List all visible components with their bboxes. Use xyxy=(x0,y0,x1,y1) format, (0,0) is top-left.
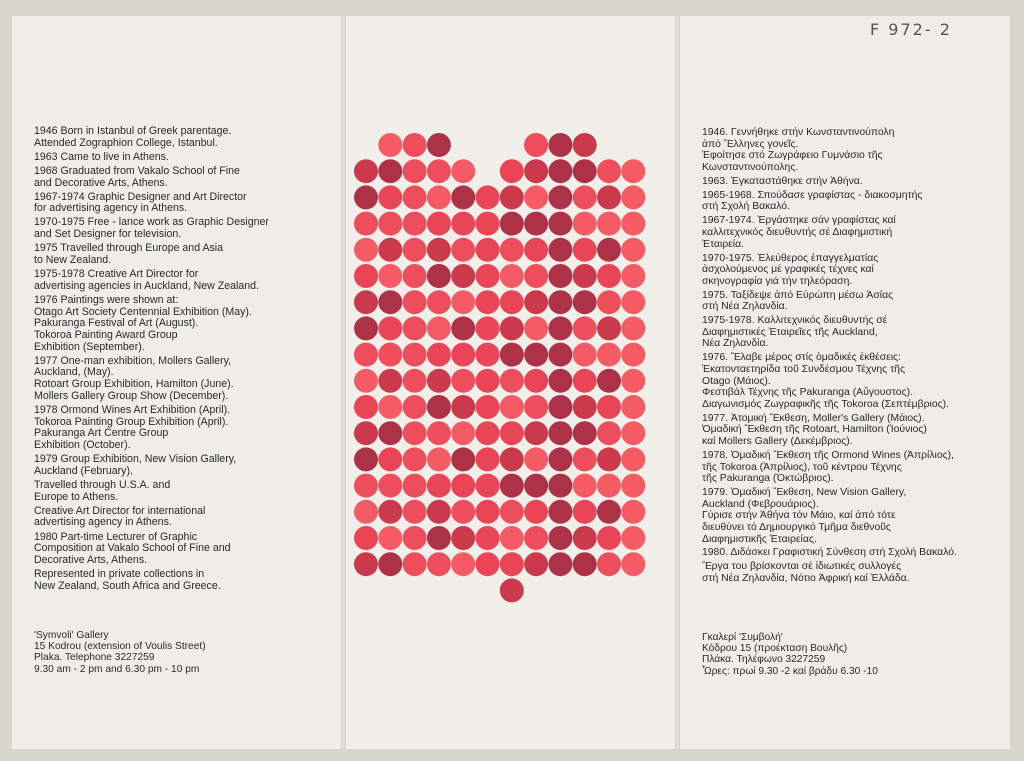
artwork-dot xyxy=(524,133,548,157)
artwork-dot xyxy=(621,212,645,236)
artwork-dot xyxy=(500,343,524,367)
artwork-dot xyxy=(548,212,572,236)
artwork-dot xyxy=(524,316,548,340)
artwork-dot xyxy=(573,474,597,498)
artwork-dot xyxy=(597,185,621,209)
artwork-dot xyxy=(500,421,524,445)
artwork-dot xyxy=(597,500,621,524)
bio-entry-greek: 1979. Ὁμαδική Ἔκθεση, New Vision Gallery, Auckland (Φεβρουάριος). Γύρισε στήν Ἀθήνα τόν Μάιο, καί ἀπό τότε διευθύνει τό Δημιουργικό Τμῆμα διεθνοῦς Διαφημιστικῆς Ἑταιρείας. xyxy=(702,487,907,545)
artwork-dot xyxy=(548,185,572,209)
artwork-dot xyxy=(500,185,524,209)
artwork-dot xyxy=(378,264,402,288)
artwork-dot xyxy=(500,578,524,602)
artwork-dot xyxy=(427,133,451,157)
artwork-dot xyxy=(403,369,427,393)
artwork-dot xyxy=(621,369,645,393)
artwork-dot xyxy=(427,526,451,550)
bio-entry-greek: 1970-1975. Ἐλεύθερος ἐπαγγελματίας ἀσχολούμενος μέ γραφικές τέχνες καί σκηνογραφία γιά τήν τηλεόραση. xyxy=(702,252,879,287)
bio-entry: Represented in private collections in New Zealand, South Africa and Greece. xyxy=(34,568,221,592)
artwork-dot xyxy=(403,395,427,419)
artwork-dot xyxy=(378,238,402,262)
artwork-dot xyxy=(597,369,621,393)
artwork-dot xyxy=(500,238,524,262)
handwritten-reference: F 972- 2 xyxy=(870,20,952,39)
artwork-dot xyxy=(573,395,597,419)
artwork-dot xyxy=(378,343,402,367)
artwork-dot xyxy=(354,212,378,236)
artwork-dot xyxy=(500,264,524,288)
artwork-dot xyxy=(548,264,572,288)
artwork-dot xyxy=(378,395,402,419)
artwork-dot xyxy=(378,185,402,209)
bio-entry: 1968 Graduated from Vakalo School of Fine and Decorative Arts, Athens. xyxy=(34,164,240,189)
bio-entry-greek: 1946. Γεννήθηκε στήν Κωνσταντινούπολη ἀπό Ἕλληνες γονεῖς. Ἐφοίτησε στό Ζωγράφειο Γυμνάσιο τῆς Κωνσταντινούπολης. xyxy=(702,127,895,173)
artwork-dot xyxy=(524,552,548,576)
greek-gallery-info: Γκαλερί 'Συμβολή' Κόδρου 15 (προέκταση Βουλῆς) Πλάκα. Τηλέφωνο 3227259 Ὧρες: πρωί 9.30 -2 καί βράδυ 6.30 -10 xyxy=(702,632,878,677)
artwork-dot xyxy=(476,526,500,550)
artwork-dot xyxy=(621,290,645,314)
artwork-dot xyxy=(378,474,402,498)
artwork-dot xyxy=(451,212,475,236)
artwork-dot xyxy=(451,185,475,209)
artwork-dot xyxy=(378,526,402,550)
artwork-dot xyxy=(500,316,524,340)
artwork-dot xyxy=(573,316,597,340)
artwork-dot xyxy=(476,421,500,445)
artwork-dot xyxy=(548,447,572,471)
bio-entry-greek: 1965-1968. Σπούδασε γραφίστας - διακοσμητής στή Σχολή Βακαλό. xyxy=(702,189,923,213)
bio-entry: 1946 Born in Istanbul of Greek parentage. Attended Zographion College, Istanbul. xyxy=(34,125,232,149)
artwork-dot xyxy=(354,526,378,550)
artwork-dot xyxy=(354,238,378,262)
artwork-dot xyxy=(500,159,524,183)
artwork-dot xyxy=(597,212,621,236)
artwork-dot xyxy=(354,447,378,471)
artwork-dot xyxy=(597,552,621,576)
artwork-dot xyxy=(524,185,548,209)
artwork-dot xyxy=(573,369,597,393)
artwork-dot xyxy=(500,526,524,550)
artwork-dot xyxy=(427,290,451,314)
artwork-dot xyxy=(500,212,524,236)
english-gallery-info: 'Symvoli' Gallery 15 Kodrou (extension of Voulis Street) Plaka. Telephone 3227259 9.30 am - 2 pm and 6.30 pm - 10 pm xyxy=(34,630,206,675)
artwork-dot xyxy=(476,316,500,340)
artwork-dot xyxy=(427,159,451,183)
bio-entry-greek: Ἔργα του βρίσκονται σέ ἰδιωτικές συλλογές στή Νέα Ζηλανδία, Νότιο Ἀφρική καί Ἑλλάδα. xyxy=(702,561,910,585)
artwork-dot xyxy=(378,447,402,471)
artwork-dot xyxy=(451,474,475,498)
artwork-dot xyxy=(573,526,597,550)
artwork-dot xyxy=(451,343,475,367)
artwork-dot xyxy=(427,343,451,367)
artwork-dot xyxy=(524,159,548,183)
artwork-dot xyxy=(427,552,451,576)
artwork-dot xyxy=(451,290,475,314)
bio-entry: 1980 Part-time Lecturer of Graphic Composition at Vakalo School of Fine and Decorative Arts, Athens. xyxy=(34,530,231,566)
artwork-dot xyxy=(524,343,548,367)
artwork-dot xyxy=(354,552,378,576)
artwork-dot xyxy=(573,343,597,367)
artwork-dot xyxy=(451,369,475,393)
artwork-dot xyxy=(548,526,572,550)
artwork-dot xyxy=(451,447,475,471)
artwork-dot xyxy=(597,343,621,367)
bio-entry-greek: 1975-1978. Καλλιτεχνικός διευθυντής σέ Διαφημιστικές Ἑταιρεῖες τῆς Auckland, Νέα Ζηλανδία. xyxy=(702,315,888,350)
artwork-dot xyxy=(597,447,621,471)
artwork-dot xyxy=(451,395,475,419)
artwork-dot xyxy=(500,290,524,314)
artwork-dot xyxy=(597,421,621,445)
artwork-dot xyxy=(597,474,621,498)
artwork-dot xyxy=(524,500,548,524)
artwork-dot xyxy=(427,500,451,524)
artwork-dot xyxy=(597,238,621,262)
bio-entry-greek: 1963. Ἐγκαταστάθηκε στήν Ἀθήνα. xyxy=(702,175,863,187)
bio-entry: 1975-1978 Creative Art Director for advertising agencies in Auckland, New Zealand. xyxy=(34,268,259,292)
artwork-dot xyxy=(597,264,621,288)
artwork-dot xyxy=(476,500,500,524)
artwork-dot xyxy=(548,343,572,367)
artwork-dot xyxy=(573,421,597,445)
artwork-dot xyxy=(500,447,524,471)
artwork-dot xyxy=(403,421,427,445)
artwork-dot xyxy=(354,185,378,209)
artwork-dot xyxy=(403,185,427,209)
artwork-dot xyxy=(500,369,524,393)
artwork-dot xyxy=(621,264,645,288)
artwork-dot xyxy=(427,185,451,209)
bio-entry-greek: 1977. Ἀτομική Ἔκθεση, Moller's Gallery (Μάιος). Ὁμαδική Ἔκθεση τῆς Rotoart, Hamilton (Ἰούνιος) καί Mollers Gallery (Δεκέμβριος). xyxy=(702,412,927,447)
artwork-dot xyxy=(500,500,524,524)
artwork-dot xyxy=(427,369,451,393)
artwork-dot xyxy=(451,421,475,445)
artwork-dot xyxy=(500,552,524,576)
artwork-dot xyxy=(451,159,475,183)
artwork-dot xyxy=(476,395,500,419)
artwork-dot xyxy=(403,343,427,367)
artwork-dot xyxy=(548,159,572,183)
artwork-dot xyxy=(427,395,451,419)
artwork-dot xyxy=(524,474,548,498)
artwork-dot xyxy=(548,316,572,340)
artwork-dot xyxy=(573,133,597,157)
artwork-dot xyxy=(427,238,451,262)
artwork-dot xyxy=(524,212,548,236)
artwork-dot xyxy=(476,447,500,471)
artwork-dot xyxy=(500,474,524,498)
artwork-dot xyxy=(354,159,378,183)
artwork-dot xyxy=(548,369,572,393)
artwork-dot xyxy=(573,264,597,288)
artwork-dot xyxy=(597,526,621,550)
artwork-dot xyxy=(548,395,572,419)
artwork-dot xyxy=(621,552,645,576)
bio-entry: Travelled through U.S.A. and Europe to Athens. xyxy=(34,478,171,503)
artwork-dot xyxy=(476,552,500,576)
artwork-dot xyxy=(524,264,548,288)
artwork-dot xyxy=(621,447,645,471)
artwork-dot xyxy=(573,185,597,209)
bio-entry-greek: 1967-1974. Ἐργάστηκε σάν γραφίστας καί καλλιτεχνικός διευθυντής σέ Διαφημιστική Ἑταιρεία. xyxy=(702,215,896,250)
artwork-dot xyxy=(354,290,378,314)
greek-biography xyxy=(702,127,1002,587)
artwork-dot xyxy=(621,526,645,550)
artwork-dot xyxy=(403,212,427,236)
bio-entry-greek: 1980. Διδάσκει Γραφιστική Σύνθεση στή Σχολή Βακαλό. xyxy=(702,547,957,559)
artwork-dot xyxy=(597,316,621,340)
artwork-dot xyxy=(548,133,572,157)
artwork-dot xyxy=(573,238,597,262)
artwork-dot xyxy=(573,552,597,576)
artwork-dot xyxy=(524,238,548,262)
artwork-dot xyxy=(451,552,475,576)
artwork-dot xyxy=(621,159,645,183)
artwork-dot xyxy=(427,447,451,471)
artwork-dot xyxy=(548,500,572,524)
artwork-dot xyxy=(476,212,500,236)
artwork-dot xyxy=(378,316,402,340)
artwork-dot xyxy=(403,290,427,314)
artwork-dot xyxy=(378,369,402,393)
artwork-dot xyxy=(524,290,548,314)
bio-entry: 1967-1974 Graphic Designer and Art Director for advertising agency in Athens. xyxy=(34,190,247,215)
artwork-dot xyxy=(427,264,451,288)
bio-entry: 1979 Group Exhibition, New Vision Gallery, Auckland (February). xyxy=(34,453,237,477)
artwork-dot xyxy=(548,421,572,445)
artwork-dot xyxy=(378,552,402,576)
artwork-dot xyxy=(403,264,427,288)
artwork-dot xyxy=(597,395,621,419)
english-biography xyxy=(34,126,334,595)
artwork-dot xyxy=(621,238,645,262)
artwork-dot xyxy=(476,290,500,314)
artwork-dot xyxy=(378,212,402,236)
artwork-dot xyxy=(403,447,427,471)
artwork-dot xyxy=(621,500,645,524)
artwork-dot xyxy=(378,500,402,524)
bio-entry: 1975 Travelled through Europe and Asia to New Zealand. xyxy=(34,242,224,266)
artwork-dot xyxy=(476,238,500,262)
artwork-dot xyxy=(573,159,597,183)
artwork-dot xyxy=(573,447,597,471)
artwork-dot xyxy=(500,395,524,419)
artwork-dot xyxy=(573,290,597,314)
artwork-dot xyxy=(621,316,645,340)
artwork-dot xyxy=(524,395,548,419)
artwork-dot xyxy=(403,238,427,262)
artwork-dot xyxy=(378,159,402,183)
artwork-dot xyxy=(354,421,378,445)
artwork-dot xyxy=(451,316,475,340)
artwork-dot xyxy=(451,500,475,524)
artwork-dot xyxy=(621,421,645,445)
artwork-dot xyxy=(476,264,500,288)
artwork-dot xyxy=(354,369,378,393)
artwork-dot xyxy=(548,238,572,262)
artwork-dot xyxy=(621,395,645,419)
artwork-dot xyxy=(427,212,451,236)
artwork-dot xyxy=(354,316,378,340)
artwork-dot xyxy=(403,159,427,183)
bio-entry: Creative Art Director for international advertising agency in Athens. xyxy=(34,504,206,529)
artwork-dot xyxy=(403,552,427,576)
artwork-dot xyxy=(451,238,475,262)
artwork-dot xyxy=(548,474,572,498)
artwork-dot xyxy=(524,526,548,550)
artwork-dot xyxy=(427,421,451,445)
artwork-dot xyxy=(621,474,645,498)
bio-entry: 1978 Ormond Wines Art Exhibition (April). Tokoroa Painting Group Exhibition (April). Pakuranga Art Centre Group Exhibition (October). xyxy=(34,403,231,452)
artwork-dot xyxy=(354,343,378,367)
bio-entry: 1970-1975 Free - lance work as Graphic Designer and Set Designer for television. xyxy=(34,216,269,241)
artwork-dot xyxy=(597,290,621,314)
artwork-dot xyxy=(451,264,475,288)
artwork-dot xyxy=(403,474,427,498)
artwork-dot xyxy=(451,526,475,550)
artwork-dot xyxy=(403,316,427,340)
artwork-dot xyxy=(403,526,427,550)
artwork-dot xyxy=(621,185,645,209)
bio-entry: 1976 Paintings were shown at: Otago Art Society Centennial Exhibition (May). Pakuranga Festival of Art (August). Tokoroa Painting Award Group Exhibition (September). xyxy=(34,293,252,353)
artwork-dot xyxy=(378,421,402,445)
artwork-dot xyxy=(524,447,548,471)
artwork-dot xyxy=(476,185,500,209)
artwork-dot xyxy=(403,500,427,524)
bio-entry-greek: 1975. Ταξίδεψε ἀπό Εὐρώπη μέσω Ἀσίας στή Νέα Ζηλανδία. xyxy=(702,289,894,313)
artwork-dot xyxy=(524,421,548,445)
bio-entry-greek: 1978. Ὁμαδική Ἔκθεση τῆς Ormond Wines (Ἀπρίλιος), τῆς Tokoroa (Ἀπρίλιος), τοῦ κέντρου Τέχνης τῆς Pakuranga (Ὀκτώβριος). xyxy=(702,449,954,485)
bio-entry: 1977 One-man exhibition, Mollers Gallery, Auckland, (May). Rotoart Group Exhibition, Hamilton (June). Mollers Gallery Group Show (December). xyxy=(34,354,234,402)
artwork-dot xyxy=(548,552,572,576)
artwork-dot xyxy=(476,369,500,393)
red-dot-artwork xyxy=(346,16,676,749)
artwork-dot xyxy=(427,474,451,498)
artwork-dot xyxy=(524,369,548,393)
artwork-dot xyxy=(476,474,500,498)
artwork-dot xyxy=(573,212,597,236)
artwork-dot xyxy=(427,316,451,340)
artwork-dot xyxy=(354,395,378,419)
artwork-dot xyxy=(378,290,402,314)
artwork-dot xyxy=(403,133,427,157)
artwork-dot xyxy=(354,474,378,498)
artwork-dot xyxy=(476,343,500,367)
bio-entry: 1963 Came to live in Athens. xyxy=(34,150,169,163)
artwork-dot xyxy=(621,343,645,367)
artwork-dot xyxy=(354,500,378,524)
artwork-dot xyxy=(573,500,597,524)
artwork-dot xyxy=(354,264,378,288)
bio-entry-greek: 1976. Ἔλαβε μέρος στίς ὁμαδικές ἐκθέσεις: Ἑκατονταετηρίδα τοῦ Συνδέσμου Τέχνης τῆς Otago (Μάιος). Φεστιβάλ Τέχνης τῆς Pakuranga (Αὔγουστος). Διαγωνισμός Ζωγραφικῆς τῆς Tokoroa (Σεπτέμβριος). xyxy=(702,352,949,410)
artwork-dot xyxy=(548,290,572,314)
artwork-dot xyxy=(597,159,621,183)
artwork-dot xyxy=(378,133,402,157)
